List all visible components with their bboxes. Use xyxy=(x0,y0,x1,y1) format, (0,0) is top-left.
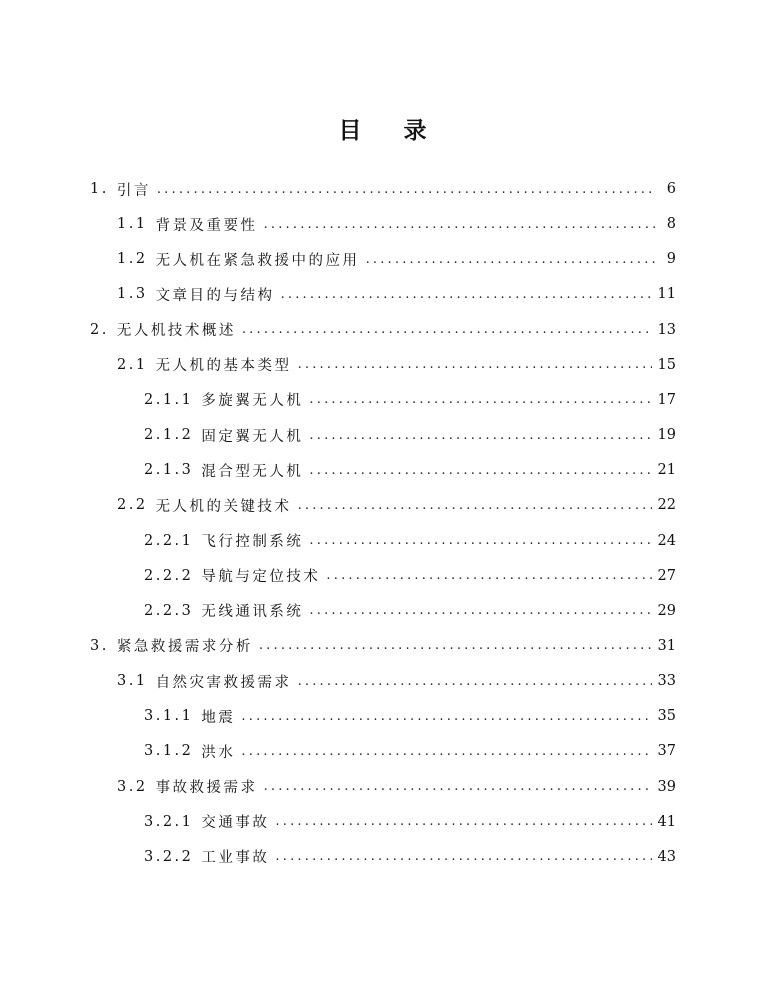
toc-leader-dots xyxy=(298,674,652,689)
toc-entry[interactable] xyxy=(144,455,676,485)
toc-entry-page-number: 29 xyxy=(657,602,676,619)
toc-entry-number: 2.1.1 xyxy=(144,391,194,408)
toc-entry-number: 2.1.2 xyxy=(144,427,194,444)
toc-entry-page-number: 33 xyxy=(657,673,676,690)
toc-entry-number: 3.1.1 xyxy=(144,708,194,725)
toc-entry-number: 2.2 xyxy=(117,497,148,514)
toc-entry[interactable] xyxy=(144,385,676,415)
toc-entry-label: 多旋翼无人机 xyxy=(201,393,304,410)
toc-leader-dots xyxy=(259,638,652,653)
title-char-1: 目 xyxy=(338,118,362,144)
toc-entry[interactable] xyxy=(117,244,676,274)
toc-entry-page-number: 43 xyxy=(657,848,676,865)
toc-entry-page-number: 9 xyxy=(666,251,676,268)
toc-entry-number: 3.1 xyxy=(117,673,148,690)
toc-entry-label: 无人机在紧急救援中的应用 xyxy=(155,252,360,269)
toc-entry[interactable] xyxy=(117,666,676,696)
toc-entry-number: 3.2.2 xyxy=(144,848,194,865)
toc-entry-page-number: 37 xyxy=(657,743,676,760)
toc-entry-number: 2. xyxy=(90,321,109,338)
toc-entry-page-number: 11 xyxy=(657,286,676,303)
toc-entry-label: 飞行控制系统 xyxy=(201,534,304,550)
toc-entry-label: 无线通讯系统 xyxy=(201,604,304,621)
toc-entry[interactable] xyxy=(144,701,676,731)
toc-entry[interactable] xyxy=(90,315,676,345)
toc-entry-number: 1.3 xyxy=(117,286,148,303)
toc-leader-dots xyxy=(309,392,651,407)
toc-leader-dots xyxy=(264,779,652,794)
toc-entry[interactable] xyxy=(117,772,676,802)
toc-entry-label: 地震 xyxy=(201,709,236,726)
toc-entry[interactable] xyxy=(144,561,676,591)
toc-entry-page-number: 41 xyxy=(657,813,676,830)
toc-entry-number: 2.2.2 xyxy=(144,567,194,584)
toc-leader-dots xyxy=(326,568,651,583)
toc-entry-page-number: 22 xyxy=(657,497,676,514)
toc-entry-page-number: 27 xyxy=(657,567,676,584)
toc-entry[interactable] xyxy=(144,596,676,626)
toc-entry-number: 2.2.3 xyxy=(144,602,194,619)
toc-entry-page-number: 24 xyxy=(657,532,676,549)
toc-entry-page-number: 15 xyxy=(657,356,676,373)
toc-leader-dots xyxy=(309,463,651,478)
toc-entry-page-number: 31 xyxy=(657,637,676,654)
toc-entry[interactable] xyxy=(117,279,676,309)
toc-entry-number: 3.2 xyxy=(117,778,148,795)
toc-entry-label: 引言 xyxy=(116,182,151,199)
toc-entry-label: 洪水 xyxy=(201,744,236,761)
toc-entry[interactable] xyxy=(144,807,676,837)
toc-entry-label: 交通事故 xyxy=(201,815,270,832)
toc-entry[interactable] xyxy=(117,350,676,380)
toc-entry-number: 3.2.1 xyxy=(144,813,194,830)
toc-entry-label: 无人机的关键技术 xyxy=(155,498,292,515)
toc-entry-label: 事故救援需求 xyxy=(155,780,258,797)
toc-entry[interactable] xyxy=(144,420,676,450)
toc-entry-label: 紧急救援需求分析 xyxy=(116,639,253,656)
toc-entry[interactable] xyxy=(144,526,676,556)
toc-leader-dots xyxy=(275,849,651,864)
toc-entry-page-number: 13 xyxy=(657,321,676,338)
toc-entry-label: 导航与定位技术 xyxy=(201,569,321,586)
toc-leader-dots xyxy=(309,428,651,443)
toc-entry-number: 3. xyxy=(90,637,109,654)
toc-leader-dots xyxy=(309,533,651,548)
toc-entry-number: 2.2.1 xyxy=(144,532,194,549)
toc-entry[interactable] xyxy=(117,490,676,520)
toc-entry-page-number: 8 xyxy=(666,216,676,233)
toc-leader-dots xyxy=(281,287,652,302)
toc-entry-number: 1.2 xyxy=(117,251,148,268)
toc-entry-number: 2.1.3 xyxy=(144,462,194,479)
toc-entry-number: 1.1 xyxy=(117,216,148,233)
toc-entry-page-number: 17 xyxy=(657,391,676,408)
toc-entry-page-number: 6 xyxy=(666,181,676,197)
toc-leader-dots xyxy=(264,217,656,232)
toc-entry-label: 无人机的基本类型 xyxy=(155,358,292,375)
toc-entry-page-number: 19 xyxy=(657,427,676,444)
toc-leader-dots xyxy=(241,709,651,724)
toc-entry-page-number: 39 xyxy=(657,778,676,795)
toc-entry[interactable] xyxy=(117,209,676,239)
toc-entry-label: 固定翼无人机 xyxy=(201,428,304,445)
toc-entry-page-number: 21 xyxy=(657,462,676,479)
toc-leader-dots xyxy=(275,814,651,829)
toc-entry-label: 文章目的与结构 xyxy=(155,287,275,304)
toc-leader-dots xyxy=(242,322,652,337)
toc-entry-number: 1. xyxy=(90,181,109,197)
toc-entry-label: 混合型无人机 xyxy=(201,463,304,480)
toc-leader-dots xyxy=(309,603,651,618)
toc-entry-label: 无人机技术概述 xyxy=(116,323,236,340)
title-char-2: 录 xyxy=(403,118,427,144)
page-title xyxy=(0,112,765,145)
toc-leader-dots xyxy=(298,498,652,513)
toc-entry-label: 背景及重要性 xyxy=(155,217,258,234)
toc-leader-dots xyxy=(366,252,656,267)
toc-entry[interactable] xyxy=(144,736,676,766)
toc-entry-number: 2.1 xyxy=(117,356,148,373)
toc-entry[interactable] xyxy=(144,842,676,872)
toc-entry-number: 3.1.2 xyxy=(144,743,194,760)
toc-entry[interactable] xyxy=(90,631,676,661)
toc-entry-page-number: 35 xyxy=(657,708,676,725)
toc-leader-dots xyxy=(157,182,656,197)
toc-entry-label: 工业事故 xyxy=(201,850,270,867)
toc-entry-label: 自然灾害救援需求 xyxy=(155,674,292,691)
toc-entry[interactable] xyxy=(90,174,676,204)
toc-leader-dots xyxy=(298,357,652,372)
toc-leader-dots xyxy=(241,744,651,759)
